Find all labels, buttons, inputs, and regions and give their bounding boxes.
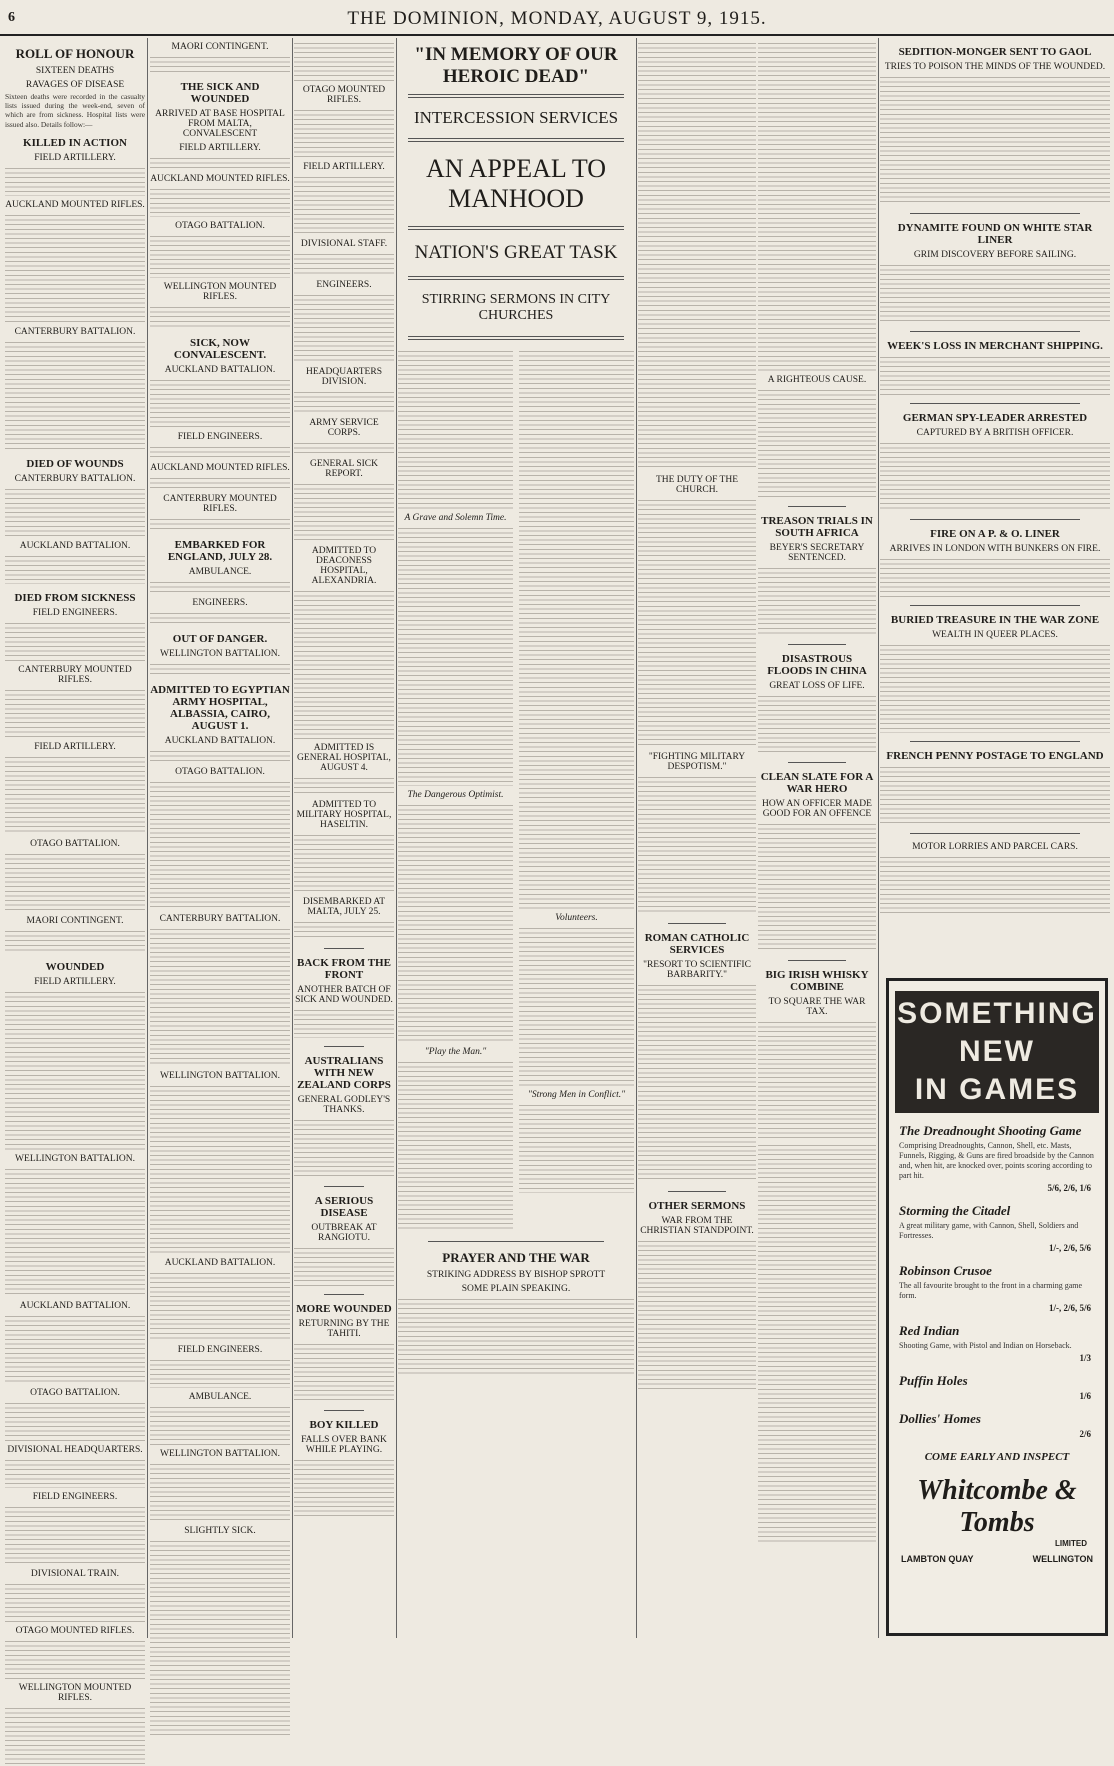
text-block: [5, 1706, 145, 1766]
text-block: [294, 293, 394, 363]
subheading: SIXTEEN DEATHS: [35, 66, 115, 76]
headline-appeal: AN APPEAL TO MANHOOD: [425, 154, 607, 213]
unit-heading: OTAGO BATTALION.: [175, 767, 265, 777]
column-rule: [147, 38, 148, 1638]
unit-heading: DIVISIONAL HEADQUARTERS.: [7, 1444, 143, 1455]
text-block: [150, 55, 290, 73]
page-number: 6: [8, 10, 15, 25]
headline-intercession: INTERCESSION SERVICES: [413, 108, 619, 127]
subheading: TRIES TO POISON THE MINDS OF THE WOUNDED.: [884, 62, 1106, 72]
text-block: [5, 621, 145, 661]
unit-heading: HEADQUARTERS DIVISION.: [306, 367, 382, 387]
text-block: [880, 643, 1110, 733]
unit-heading: AUCKLAND BATTALION.: [19, 540, 131, 551]
text-block: [758, 1020, 876, 1140]
ad-call-to-action: COME EARLY AND INSPECT: [924, 1451, 1070, 1463]
unit-heading: WELLINGTON MOUNTED RIFLES.: [18, 1682, 132, 1703]
divider: [910, 519, 1080, 520]
text-block: [5, 755, 145, 835]
subheading: GRIM DISCOVERY BEFORE SAILING.: [913, 250, 1077, 260]
text-block: [5, 852, 145, 912]
divider: [788, 960, 846, 961]
subheading: The Dangerous Optimist.: [407, 790, 504, 800]
unit-heading: AUCKLAND BATTALION.: [19, 1300, 131, 1311]
text-block: [880, 441, 1110, 511]
subheading: ANOTHER BATCH OF SICK AND WOUNDED.: [295, 985, 393, 1005]
divider: [788, 762, 846, 763]
divider: [910, 833, 1080, 834]
subheading: RAVAGES OF DISEASE: [25, 80, 125, 90]
text-block: [150, 1405, 290, 1445]
divider: [668, 923, 726, 924]
ad-city: WELLINGTON: [1032, 1554, 1093, 1564]
subheading: A Grave and Solemn Time.: [404, 513, 507, 523]
divider: [408, 276, 624, 280]
text-block: [758, 566, 876, 636]
text-block: [150, 749, 290, 763]
unit-heading: OTAGO MOUNTED RIFLES.: [302, 85, 386, 105]
subheading: SOME PLAIN SPEAKING.: [461, 1284, 571, 1294]
section-heading: DIED FROM SICKNESS: [14, 591, 136, 604]
ad-headline: [895, 991, 1099, 1113]
text-block: [758, 694, 876, 754]
unit-heading: FIELD ENGINEERS.: [177, 432, 263, 442]
newspaper-title: THE DOMINION, MONDAY, AUGUST 9, 1915.: [347, 8, 767, 29]
headline: FRENCH PENNY POSTAGE TO ENGLAND: [886, 750, 1104, 762]
divider: [910, 741, 1080, 742]
headline-nations-task: NATION'S GREAT TASK: [414, 242, 618, 263]
unit-heading: DIVISIONAL STAFF.: [300, 239, 388, 249]
unit-heading: MAORI CONTINGENT.: [26, 915, 124, 926]
text-block: [150, 580, 290, 594]
unit-heading: FIELD ARTILLERY.: [179, 143, 261, 153]
divider: [408, 226, 624, 230]
unit-heading: WELLINGTON BATTALION.: [160, 649, 280, 659]
text-block: [294, 441, 394, 455]
product-price: 1/-, 2/6, 5/6: [1049, 1303, 1091, 1313]
subheading: GREAT LOSS OF LIFE.: [769, 681, 865, 691]
unit-heading: ARMY SERVICE CORPS.: [309, 418, 379, 438]
unit-heading: OTAGO BATTALION.: [30, 838, 120, 849]
headline: FIRE ON A P. & O. LINER: [930, 528, 1060, 540]
divider: [428, 1241, 604, 1242]
text-block: [294, 1008, 394, 1038]
section-heading: OUT OF DANGER.: [172, 633, 268, 645]
text-block: [880, 263, 1110, 323]
subheading: RETURNING BY THE TAHITI.: [298, 1319, 390, 1339]
product-name: Puffin Holes: [899, 1373, 968, 1388]
unit-heading: AUCKLAND MOUNTED RIFLES.: [150, 463, 290, 473]
text-block: [150, 234, 290, 278]
text-block: [150, 1084, 290, 1254]
unit-heading: AUCKLAND BATTALION.: [164, 365, 276, 375]
text-block: [150, 780, 290, 910]
section-heading: KILLED IN ACTION: [23, 136, 127, 149]
section-heading: ADMITTED TO EGYPTIAN ARMY HOSPITAL, ALBASSIA, CAIRO, AUGUST 1.: [150, 684, 290, 732]
unit-heading: WELLINGTON MOUNTED RIFLES.: [163, 282, 277, 302]
product-description: The all favourite brought to the front in a charming game form.: [899, 1281, 1083, 1300]
unit-heading: FIELD ENGINEERS.: [32, 607, 118, 618]
unit-heading: MAORI CONTINGENT.: [171, 42, 269, 52]
subheading: HOW AN OFFICER MADE GOOD FOR AN OFFENCE: [762, 799, 872, 819]
subheading: "RESORT TO SCIENTIFIC BARBARITY.": [643, 960, 751, 980]
headline: BACK FROM THE FRONT: [297, 957, 391, 981]
headline: TREASON TRIALS IN SOUTH AFRICA: [761, 515, 873, 539]
text-block: [150, 378, 290, 428]
ad-headline-line: SOMETHING NEW: [897, 997, 1097, 1068]
text-block: [294, 1246, 394, 1286]
text-block: [758, 822, 876, 952]
divider: [910, 331, 1080, 332]
text-block: [5, 929, 145, 953]
unit-heading: DIVISIONAL TRAIN.: [30, 1568, 120, 1579]
unit-heading: SLIGHTLY SICK.: [184, 1526, 256, 1536]
masthead: [0, 0, 1114, 36]
product-description: Comprising Dreadnoughts, Cannon, Shell, etc. Masts, Funnels, Rigging, & Guns are fired broadside by the Cannon and, when hit, are knocked over, points scoring according to part hit.: [899, 1141, 1094, 1180]
product-name: Dollies' Homes: [899, 1411, 981, 1426]
text-block: [150, 611, 290, 625]
text-block: [5, 1582, 145, 1622]
unit-heading: AMBULANCE.: [188, 1392, 252, 1402]
text-block: [5, 166, 145, 196]
unit-heading: CANTERBURY BATTALION.: [159, 914, 281, 924]
text-block: [880, 355, 1110, 395]
text-block: [294, 1118, 394, 1178]
text-block: [150, 156, 290, 170]
unit-heading: CANTERBURY BATTALION.: [14, 326, 136, 337]
column-news: [758, 38, 876, 1638]
unit-heading: AUCKLAND MOUNTED RIFLES.: [150, 174, 290, 184]
divider: [910, 403, 1080, 404]
text-block: [294, 833, 394, 893]
unit-heading: ADMITTED TO MILITARY HOSPITAL, HASELTIN.: [296, 800, 392, 830]
divider: [324, 1294, 364, 1295]
text-block: [150, 662, 290, 676]
product-price: 1/-, 2/6, 5/6: [1049, 1243, 1091, 1253]
headline: A SERIOUS DISEASE: [314, 1195, 374, 1219]
text-block: [880, 765, 1110, 825]
headline: BOY KILLED: [309, 1419, 379, 1431]
column-rule: [292, 38, 293, 1638]
unit-heading: CANTERBURY BATTALION.: [14, 473, 136, 484]
unit-heading: AUCKLAND BATTALION.: [164, 1258, 276, 1268]
text-block: [5, 990, 145, 1150]
product-description: A great military game, with Cannon, Shell, Soldiers and Fortresses.: [899, 1221, 1079, 1240]
text-block: [880, 855, 1110, 915]
unit-heading: AUCKLAND BATTALION.: [164, 736, 276, 746]
text-block: [398, 526, 513, 786]
text-block: [150, 476, 290, 490]
column-roll-of-honour: [5, 38, 145, 1703]
unit-heading: ENGINEERS.: [316, 280, 372, 290]
text-block: [880, 557, 1110, 597]
headline: SEDITION-MONGER SENT TO GAOL: [898, 46, 1092, 58]
text-block: [5, 1458, 145, 1488]
headline: DISASTROUS FLOODS IN CHINA: [767, 653, 867, 677]
unit-heading: OTAGO MOUNTED RIFLES.: [15, 1625, 135, 1636]
unit-heading: AUCKLAND MOUNTED RIFLES.: [5, 199, 145, 210]
unit-heading: ADMITTED IS GENERAL HOSPITAL, AUGUST 4.: [297, 743, 391, 773]
divider: [910, 213, 1080, 214]
text-block: [638, 983, 756, 1183]
divider: [324, 1046, 364, 1047]
text-block: [150, 517, 290, 531]
text-block: [5, 1639, 145, 1679]
product-name: Red Indian: [899, 1323, 960, 1338]
text-block: [150, 1358, 290, 1388]
headline-roll-of-honour: ROLL OF HONOUR: [15, 46, 135, 61]
unit-heading: ENGINEERS.: [192, 598, 248, 608]
column-rule: [878, 38, 879, 1638]
text-block: [638, 775, 756, 915]
text-block: [519, 1103, 634, 1193]
column-main-story: [398, 38, 634, 1638]
unit-heading: GENERAL SICK REPORT.: [310, 459, 378, 479]
section-heading: DIED OF WOUNDS: [26, 457, 124, 470]
headline: BIG IRISH WHISKY COMBINE: [765, 969, 869, 993]
text-block: [5, 487, 145, 537]
headline-stirring: STIRRING SERMONS IN CITY CHURCHES: [421, 292, 611, 323]
product-price: 5/6, 2/6, 1/6: [1047, 1183, 1091, 1193]
subheading: "Play the Man.": [424, 1047, 487, 1057]
article-column: [519, 346, 634, 1233]
text-block: [638, 41, 756, 471]
headline: OTHER SERMONS: [648, 1200, 746, 1212]
subheading: BEYER'S SECRETARY SENTENCED.: [769, 543, 865, 563]
text-block: [5, 1505, 145, 1565]
subheading: WAR FROM THE CHRISTIAN STANDPOINT.: [640, 1216, 754, 1236]
section-heading: SICK, NOW CONVALESCENT.: [173, 337, 267, 361]
ad-brand-suffix: LIMITED: [1055, 1539, 1087, 1548]
unit-heading: CANTERBURY MOUNTED RIFLES.: [18, 664, 132, 685]
headline: AUSTRALIANS WITH NEW ZEALAND CORPS: [297, 1055, 391, 1091]
text-block: [294, 920, 394, 940]
headline: DYNAMITE FOUND ON WHITE STAR LINER: [897, 222, 1093, 246]
text-block: [638, 1239, 756, 1389]
text-block: [398, 803, 513, 1043]
subheading: THE DUTY OF THE CHURCH.: [655, 475, 739, 495]
headline: BURIED TREASURE IN THE WAR ZONE: [890, 614, 1100, 626]
text-block: [758, 388, 876, 498]
unit-heading: FIELD ARTILLERY.: [303, 162, 385, 172]
unit-heading: FIELD ENGINEERS.: [32, 1491, 118, 1502]
divider: [324, 948, 364, 949]
subheading: "Strong Men in Conflict.": [527, 1090, 626, 1100]
ad-brand-name: Whitcombe & Tombs: [917, 1475, 1077, 1538]
text-block: [294, 1458, 394, 1518]
text-block: [294, 589, 394, 739]
subheading: A RIGHTEOUS CAUSE.: [767, 375, 867, 385]
column-sermons: [638, 38, 756, 1638]
text-block: [150, 927, 290, 1067]
product-name: Storming the Citadel: [899, 1203, 1011, 1218]
unit-heading: FIELD ENGINEERS.: [177, 1345, 263, 1355]
text-block: [294, 1342, 394, 1402]
text-block: [758, 41, 876, 371]
divider: [408, 138, 624, 142]
text-block: [5, 554, 145, 584]
divider: [324, 1410, 364, 1411]
section-heading: THE SICK AND WOUNDED: [180, 81, 260, 105]
divider: [408, 336, 624, 340]
unit-heading: WELLINGTON BATTALION.: [160, 1449, 280, 1459]
product-description: Shooting Game, with Pistol and Indian on Horseback.: [899, 1341, 1072, 1350]
unit-heading: OTAGO BATTALION.: [175, 221, 265, 231]
unit-heading: DISEMBARKED AT MALTA, JULY 25.: [302, 897, 386, 917]
article-column: [398, 346, 513, 1233]
product-price: 1/3: [1079, 1353, 1091, 1363]
subheading: "FIGHTING MILITARY DESPOTISM.": [648, 752, 746, 772]
ad-headline-line: IN GAMES: [914, 1073, 1080, 1106]
subheading: ARRIVES IN LONDON WITH BUNKERS ON FIRE.: [889, 544, 1101, 554]
divider: [910, 605, 1080, 606]
text-block: [398, 1297, 634, 1377]
unit-heading: OTAGO BATTALION.: [30, 1387, 120, 1398]
subheading: WEALTH IN QUEER PLACES.: [932, 630, 1058, 640]
column-rule: [636, 38, 637, 1638]
headline: WEEK'S LOSS IN MERCHANT SHIPPING.: [887, 340, 1103, 352]
divider: [668, 1191, 726, 1192]
column-sick-wounded: [150, 38, 290, 1638]
unit-heading: FIELD ARTILLERY.: [34, 152, 116, 163]
text-block: [5, 1401, 145, 1441]
article-body: [398, 346, 634, 1233]
text-block: [150, 1462, 290, 1522]
divider: [408, 94, 624, 98]
headline: MORE WOUNDED: [296, 1303, 392, 1315]
unit-heading: WELLINGTON BATTALION.: [15, 1153, 135, 1164]
text-block: [150, 187, 290, 217]
subheading: ARRIVED AT BASE HOSPITAL FROM MALTA, CONVALESCENT: [155, 109, 285, 139]
unit-heading: AMBULANCE.: [188, 567, 252, 577]
product-name: The Dreadnought Shooting Game: [899, 1123, 1082, 1138]
product-name: Robinson Crusoe: [899, 1263, 992, 1278]
text-block: [5, 688, 145, 738]
text-block: [5, 340, 145, 450]
ad-street: LAMBTON QUAY: [901, 1554, 974, 1564]
unit-heading: CANTERBURY MOUNTED RIFLES.: [163, 494, 277, 514]
unit-heading: FIELD ARTILLERY.: [34, 741, 116, 752]
section-heading: WOUNDED: [45, 960, 105, 973]
text-block: [294, 482, 394, 542]
text-block: [880, 75, 1110, 205]
text-block: [398, 349, 513, 509]
text-block: [294, 776, 394, 796]
divider: [324, 1186, 364, 1187]
subheading: MOTOR LORRIES AND PARCEL CARS.: [912, 842, 1078, 852]
subheading: TO SQUARE THE WAR TAX.: [768, 997, 866, 1017]
divider: [788, 506, 846, 507]
product-price: 2/6: [1079, 1429, 1091, 1439]
text-block: [294, 41, 394, 81]
subheading: CAPTURED BY A BRITISH OFFICER.: [916, 428, 1074, 438]
text-block: [294, 390, 394, 414]
text-block: [294, 108, 394, 158]
games-advertisement: [886, 978, 1108, 1636]
text-block: [5, 213, 145, 323]
subheading: GENERAL GODLEY'S THANKS.: [297, 1095, 391, 1115]
text-block: [5, 1314, 145, 1384]
subheading: OUTBREAK AT RANGIOTU.: [311, 1223, 377, 1243]
column-cables: [880, 38, 1110, 973]
headline-prayer: PRAYER AND THE WAR: [442, 1250, 590, 1265]
text-block: [294, 175, 394, 235]
text-block: [150, 1539, 290, 1739]
subheading: FALLS OVER BANK WHILE PLAYING.: [301, 1435, 387, 1455]
text-block: [758, 1143, 876, 1543]
column-hospital-lists: [294, 38, 394, 1638]
divider: [788, 644, 846, 645]
text-block: [638, 498, 756, 748]
text-block: [150, 1271, 290, 1341]
text-block: [294, 252, 394, 276]
text-block: [5, 1167, 145, 1297]
article-intro: Sixteen deaths were recorded in the casualty lists issued during the week-end, seven of which are from sickness. Hospital lists were issued also. Details follow:—: [5, 92, 145, 129]
product-price: 1/6: [1079, 1391, 1091, 1401]
text-block: [150, 445, 290, 459]
section-heading: EMBARKED FOR ENGLAND, JULY 28.: [167, 539, 273, 563]
text-block: [398, 1060, 513, 1230]
headline: CLEAN SLATE FOR A WAR HERO: [760, 771, 874, 795]
headline: ROMAN CATHOLIC SERVICES: [644, 932, 750, 956]
subheading: STRIKING ADDRESS BY BISHOP SPROTT: [426, 1270, 606, 1280]
column-rule: [396, 38, 397, 1638]
headline-quote: "IN MEMORY OF OUR HEROIC DEAD": [414, 44, 618, 87]
unit-heading: FIELD ARTILLERY.: [34, 976, 116, 987]
text-block: [150, 305, 290, 329]
unit-heading: ADMITTED TO DEACONESS HOSPITAL, ALEXANDRIA.: [311, 546, 377, 586]
text-block: [519, 926, 634, 1086]
ad-address: [901, 1554, 1093, 1564]
text-block: [519, 349, 634, 909]
subheading: Volunteers.: [555, 913, 598, 923]
headline: GERMAN SPY-LEADER ARRESTED: [902, 412, 1088, 424]
unit-heading: WELLINGTON BATTALION.: [160, 1071, 280, 1081]
